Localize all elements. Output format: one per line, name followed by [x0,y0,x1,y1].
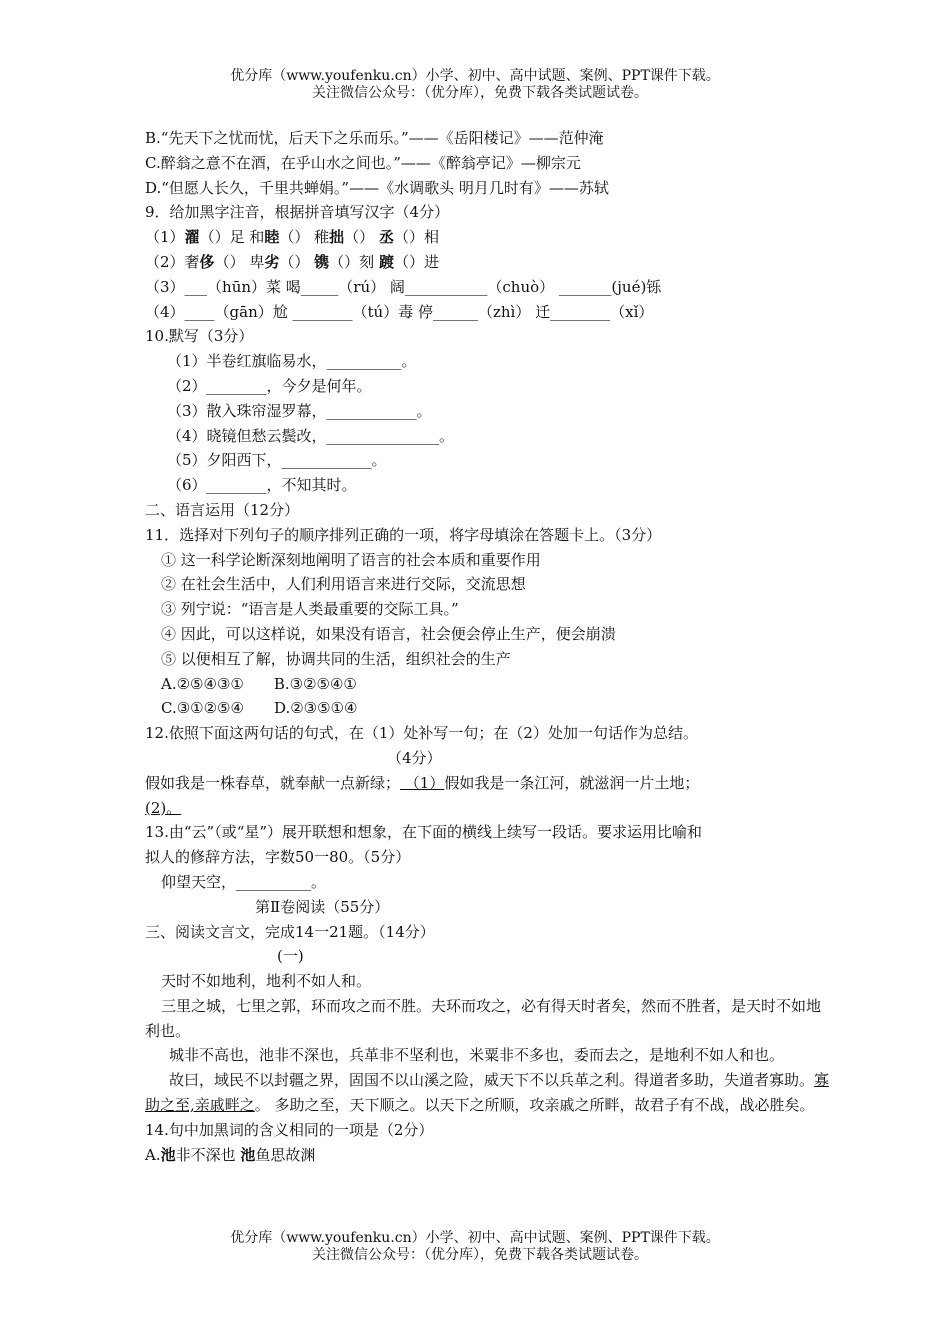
section-3-heading: 三、阅读文言文，完成14一21题。（14分） [145,922,435,941]
text: 非不深也 [175,1145,241,1164]
bold-char: 拙 [329,228,345,247]
document-body [145,126,835,1167]
question-13-line-2: 拟人的修辞方法，字数50一80。（5分） [145,848,411,867]
question-12: 12.依照下面这两句话的句式，在（1）处补写一句；在（2）处加一句话作为总结。 [145,724,698,743]
question-11-sentence-4: ④ 因此，可以这样说，如果没有语言，社会便会停止生产，便会崩溃 [161,624,616,643]
underlined-phrase: 寡助之至,亲戚畔之 [145,1071,830,1115]
text: （）相 [393,228,439,247]
text: 。 多助之至，天下顺之。以天下之所顺，攻亲戚之所畔，故君子有不战，战必胜矣。 [254,1096,815,1115]
question-9-row-2 [145,250,835,275]
bold-char: 池 [240,1145,256,1164]
text: （） 卑 [214,252,265,271]
text: （2）奢 [145,252,200,271]
banner-line-2: 关注微信公众号：（优分库），免费下载各类试题试卷。 [312,85,648,101]
option-b: B.“先天下之忧而忧，后天下之乐而乐。”——《岳阳楼记》——范仲淹 [145,129,604,147]
question-14: 14.句中加黑词的含义相同的一项是（2分） [145,1120,434,1139]
banner-line-1: 优分库（www.youfenku.cn）小学、初中、高中试题、案例、PPT课件下载。 [230,68,720,84]
bold-char: 侈 [199,252,215,271]
option-b: B.③②⑤④① [273,674,357,693]
text: （） 稚 [279,228,330,247]
blank-2: (2)。 [145,798,182,817]
question-10-item-3: （3）散入珠帘湿罗幕，____________。 [167,401,432,420]
bold-char: 濯 [184,228,200,247]
question-9-row-3: （3）___（hūn）菜 喝_____（rú） 阔___________（chuò） _______(jué)铄 [145,277,662,296]
question-9-row-1 [145,225,835,250]
question-11-sentence-1: ① 这一科学论断深刻地阐明了语言的社会本质和重要作用 [161,550,541,569]
question-11-options-ab [145,672,835,697]
text: （）进 [393,252,439,271]
text: （1） [145,228,185,247]
option-d: D.②③⑤①④ [273,699,358,718]
bold-char: 睦 [264,228,280,247]
question-14-option-a [145,1143,835,1168]
question-13-line-1: 13.由“云”（或“星”）展开联想和想象，在下面的横线上续写一段话。要求运用比喻和 [145,823,703,842]
question-12-text [145,771,835,796]
option-d: D.“但愿人长久，千里共蝉娟。”——《水调歌头 明月几时有》——苏轼 [145,178,609,197]
question-11-sentence-2: ② 在社会生活中，人们利用语言来进行交际，交流思想 [161,575,526,594]
text: （） [344,228,379,247]
question-9-row-4: （4）____（gān）尬 ________（tú）毒 停______（zhì） 迁________（xǐ） [145,302,654,321]
part-2-heading: 第Ⅱ卷阅读（55分） [255,897,390,916]
bold-char: 镌 [314,252,330,271]
footer-line-2: 关注微信公众号：（优分库），免费下载各类试题试卷。 [312,1247,648,1263]
question-10: 10.默写（3分） [145,327,254,346]
question-12-score: （4分） [387,748,442,767]
footer-line-1: 优分库（www.youfenku.cn）小学、初中、高中试题、案例、PPT课件下载。 [230,1230,720,1246]
bold-char: 踱 [378,252,394,271]
passage-paragraph-1: 天时不如地利，地利不如人和。 [161,972,372,991]
text: 假如我是一条江河，就滋润一片土地； [444,773,700,792]
subsection-1: (一) [277,947,304,966]
text: 假如我是一株春草，就奉献一点新绿； [145,773,401,792]
passage-paragraph-4 [145,1068,835,1118]
passage-paragraph-3: 城非不高也，池非不深也，兵革非不坚利也，米粟非不多也，委而去之，是地利不如人和也。 [169,1046,785,1065]
text: A. [145,1145,161,1164]
question-11-sentence-5: ⑤ 以便相互了解，协调共同的生活，组织社会的生产 [161,649,511,668]
bold-char: 池 [160,1145,176,1164]
passage-paragraph-2: 三里之城，七里之郭，环而攻之而不胜。夫环而攻之，必有得天时者矣，然而不胜者，是天时不如地利也。 [145,996,822,1040]
header-banner [0,68,950,102]
question-12-blank-2 [145,796,835,821]
blank-1: （1） [400,773,445,792]
question-10-item-2: （2）________，今夕是何年。 [167,376,372,395]
question-10-item-5: （5）夕阳西下，____________。 [167,451,387,470]
option-c: C.醉翁之意不在酒，在乎山水之间也。”——《醉翁亭记》—柳宗元 [145,153,581,172]
section-2-heading: 二、语言运用（12分） [145,500,300,519]
text: 鱼思故渊 [255,1145,316,1164]
question-10-item-1: （1）半卷红旗临易水，__________。 [167,352,417,371]
question-11: 11．选择对下列句子的顺序排列正确的一项，将字母填涂在答题卡上。（3分） [145,525,662,544]
question-11-options-cd [145,696,835,721]
footer-banner [0,1230,950,1264]
question-9: 9．给加黑字注音，根据拼音填写汉字（4分） [145,203,450,222]
question-13-prompt: 仰望天空，__________。 [161,872,327,891]
question-10-item-6: （6）________，不知其时。 [167,476,357,495]
text: （）刻 [329,252,379,271]
bold-char: 丞 [378,228,394,247]
text: （） [279,252,315,271]
text: （）足 和 [199,228,265,247]
question-10-item-4: （4）晓镜但愁云鬓改，_______________。 [167,426,455,445]
bold-char: 劣 [264,252,280,271]
text: 故曰，域民不以封疆之界，固国不以山溪之险，威天下不以兵革之利。得道者多助，失道者寡助。 [169,1071,815,1090]
question-11-sentence-3: ③ 列宁说：“语言是人类最重要的交际工具。” [161,600,459,619]
option-a: A.②⑤④③① [161,674,244,693]
option-c: C.③①②⑤④ [161,699,244,718]
